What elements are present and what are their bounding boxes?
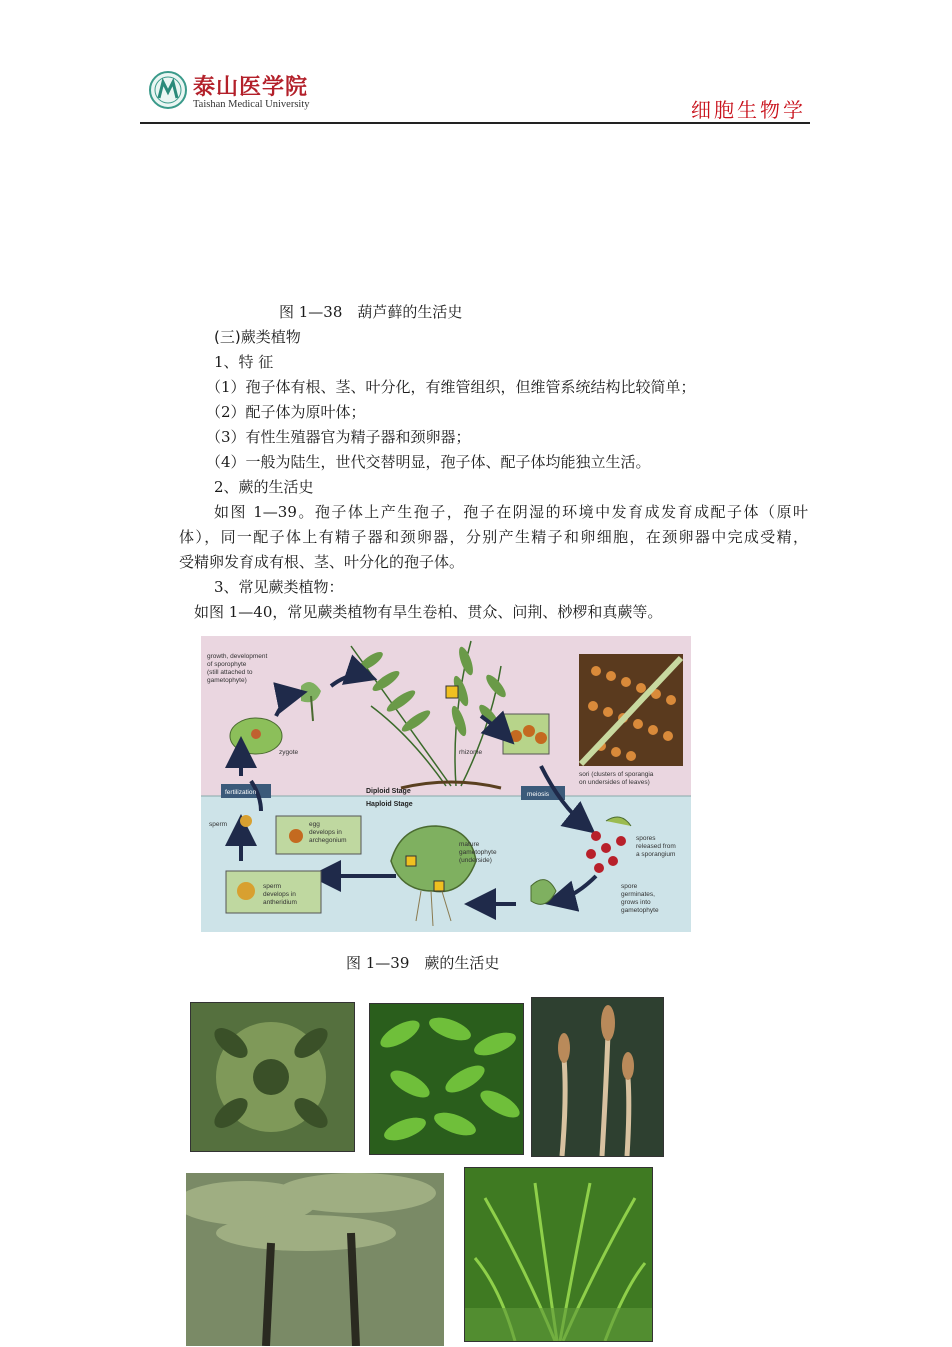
svg-text:mature: mature [459,841,480,848]
svg-text:(underside): (underside) [459,857,492,864]
svg-text:sperm: sperm [263,883,282,890]
header-divider [140,122,810,124]
svg-text:fertilization: fertilization [225,789,257,796]
section-title: (三)蕨类植物 [214,328,301,346]
svg-text:gametophyte: gametophyte [621,907,659,914]
subheading-life-cycle: 2、蕨的生活史 [214,478,314,496]
subheading-common-ferns: 3、常见蕨类植物： [214,578,344,596]
svg-text:rhizome: rhizome [459,749,483,756]
svg-text:antheridium: antheridium [263,899,297,906]
svg-text:spores: spores [636,835,656,842]
svg-text:growth, development: growth, development [207,653,268,660]
svg-text:spore: spore [621,883,638,890]
subheading-features: 1、特 征 [214,353,274,371]
svg-text:Diploid Stage: Diploid Stage [366,788,411,795]
paragraph-line-2: 体），同一配子体上有精子器和颈卵器，分别产生精子和卵细胞，在颈卵器中完成受精， [179,528,808,546]
svg-text:zygote: zygote [279,749,299,756]
paragraph-line-3: 受精卵发育成有根、茎、叶分化的孢子体。 [179,553,465,571]
svg-text:gametophyte): gametophyte) [207,677,247,684]
svg-text:a sporangium: a sporangium [636,851,676,858]
svg-text:egg: egg [309,821,320,828]
photo-equisetum [531,997,664,1157]
photo-true-fern [464,1167,653,1342]
photo-selaginella [190,1002,355,1152]
svg-text:gametophyte: gametophyte [459,849,497,856]
svg-text:sperm: sperm [209,821,228,828]
photo-tree-fern [186,1173,444,1346]
svg-text:(still attached to: (still attached to [207,669,253,676]
svg-text:develops in: develops in [309,829,342,836]
figure-39-caption: 图 1—39 蕨的生活史 [346,954,500,972]
svg-text:released from: released from [636,843,676,850]
photo-cyrtomium [369,1003,524,1155]
paragraph-line-1: 如图 1—39。孢子体上产生孢子，孢子在阴湿的环境中发育成发育成配子体（原叶 [214,503,808,521]
svg-text:archegonium: archegonium [309,837,347,844]
figure-38-caption: 图 1—38 葫芦藓的生活史 [279,303,463,321]
svg-text:meiosis: meiosis [527,791,550,798]
university-name-en: Taishan Medical University [193,99,310,110]
feature-3: （3）有性生殖器官为精子器和颈卵器； [206,428,471,446]
svg-text:develops in: develops in [263,891,296,898]
svg-text:of sporophyte: of sporophyte [207,661,247,668]
svg-text:Haploid Stage: Haploid Stage [366,801,413,808]
feature-1: （1）孢子体有根、茎、叶分化，有维管组织，但维管系统结构比较简单； [206,378,696,396]
course-title: 细胞生物学 [691,98,806,122]
svg-text:sori (clusters of sporangia: sori (clusters of sporangia [579,771,654,778]
feature-2: （2）配子体为原叶体； [206,403,366,421]
svg-text:grows into: grows into [621,899,651,906]
university-name-cn: 泰山医学院 [193,74,309,100]
feature-4: （4）一般为陆生，世代交替明显，孢子体、配子体均能独立生活。 [206,453,651,471]
university-logo [148,70,188,110]
fern-life-cycle-diagram [201,636,691,932]
paragraph-common-ferns: 如图 1—40，常见蕨类植物有旱生卷柏、贯众、问荆、桫椤和真蕨等。 [194,603,663,621]
svg-text:germinates,: germinates, [621,891,655,898]
svg-text:on undersides of leaves): on undersides of leaves) [579,779,650,786]
